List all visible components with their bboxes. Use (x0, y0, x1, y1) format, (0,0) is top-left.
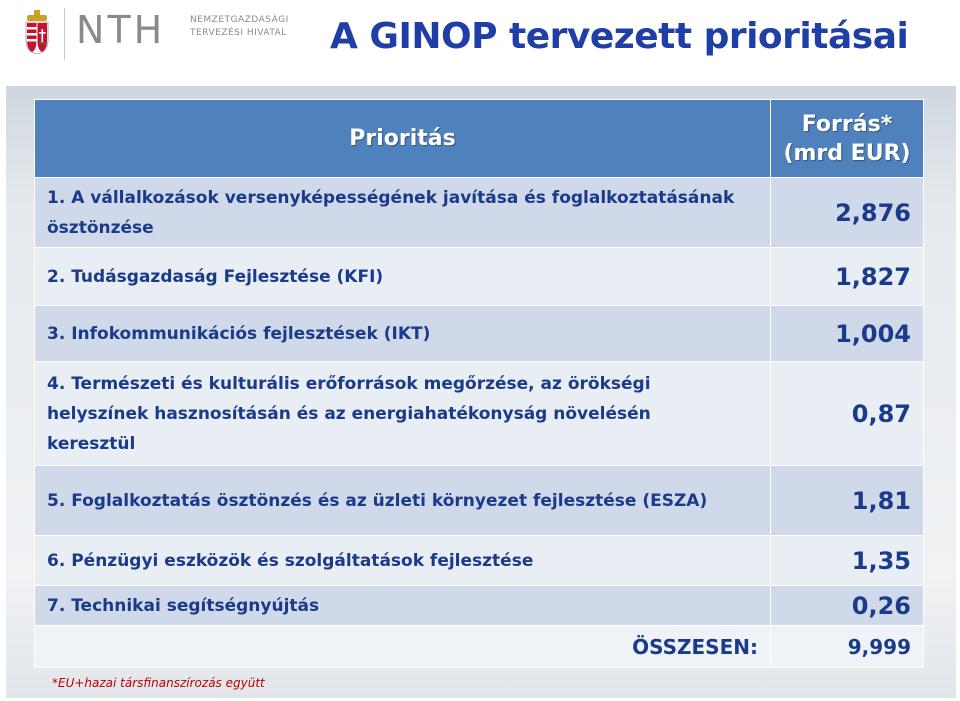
slide-header (0, 0, 960, 86)
priority-name: 7. Technikai segítségnyújtás (35, 586, 771, 626)
priority-value: 0,87 (771, 362, 924, 466)
logo-subtitle (190, 14, 310, 40)
priority-value: 1,004 (771, 306, 924, 362)
total-label: ÖSSZESEN: (35, 626, 771, 668)
priority-value: 1,827 (771, 248, 924, 306)
priority-value: 2,876 (771, 178, 924, 248)
logo-subtitle-line-1: NEMZETGAZDASÁGI (190, 15, 289, 25)
slide-title: A GINOP tervezett prioritásai (330, 16, 909, 57)
total-value: 9,999 (771, 626, 924, 668)
logo-divider (64, 8, 65, 60)
priority-name: 4. Természeti és kulturális erőforrások megőrzése, az örökségi helyszínek hasznosításán és az energiahatékonyság növelésén keresztül (35, 362, 771, 466)
table-row (35, 466, 924, 536)
logo-text: NTH (76, 8, 166, 52)
hungarian-crest-icon (24, 10, 50, 54)
table-row (35, 362, 924, 466)
priority-value: 0,26 (771, 586, 924, 626)
header-source (771, 100, 924, 178)
priority-name: 2. Tudásgazdaság Fejlesztése (KFI) (35, 248, 771, 306)
table-row (35, 248, 924, 306)
header-source-line-2: (mrd EUR) (783, 140, 911, 166)
table-row (35, 586, 924, 626)
priority-name: 1. A vállalkozások versenyképességének javítása és foglalkoztatásának ösztönzése (35, 178, 771, 248)
priority-name: 5. Foglalkoztatás ösztönzés és az üzleti környezet fejlesztése (ESZA) (35, 466, 771, 536)
table-header-row (35, 100, 924, 178)
table-row (35, 178, 924, 248)
header-priority: Prioritás (35, 100, 771, 178)
priorities-table (34, 99, 924, 668)
footnote: *EU+hazai társfinanszírozás együtt (52, 676, 265, 690)
header-source-line-1: Forrás* (801, 111, 893, 137)
table-total-row (35, 626, 924, 668)
table-row (35, 536, 924, 586)
table-row (35, 306, 924, 362)
priority-name: 3. Infokommunikációs fejlesztések (IKT) (35, 306, 771, 362)
logo-subtitle-line-2: TERVEZÉSI HIVATAL (190, 28, 287, 38)
priority-value: 1,81 (771, 466, 924, 536)
priority-value: 1,35 (771, 536, 924, 586)
priority-name: 6. Pénzügyi eszközök és szolgáltatások fejlesztése (35, 536, 771, 586)
